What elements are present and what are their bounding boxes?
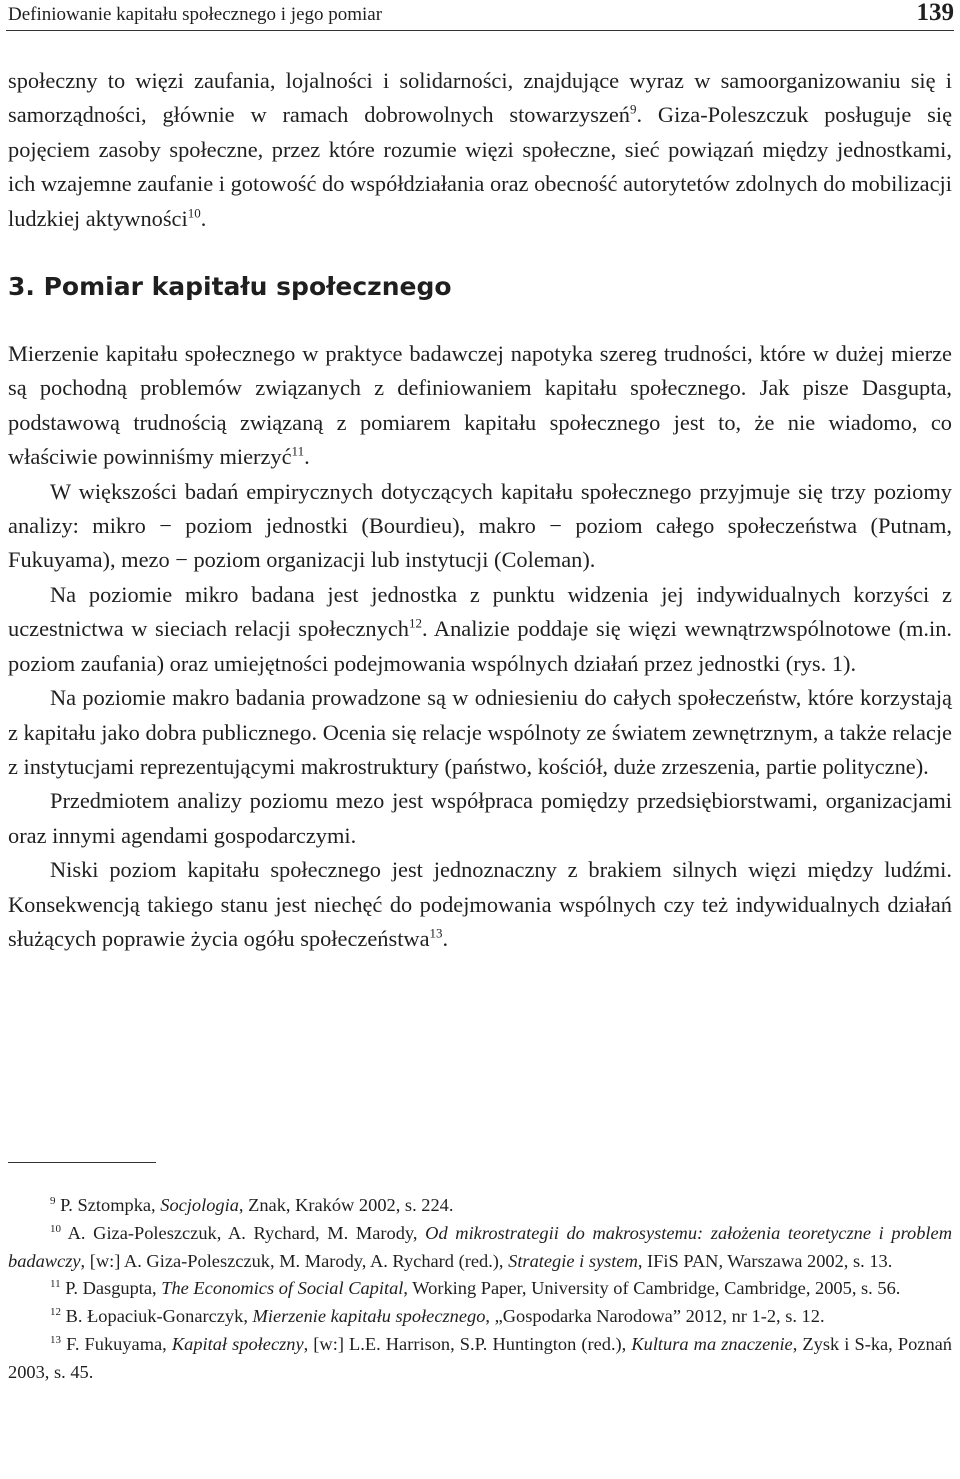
footnote-ref-10[interactable]: 10 bbox=[187, 205, 201, 221]
footnote-ref-12[interactable]: 12 bbox=[408, 615, 422, 631]
continued-paragraph: społeczny to więzi zaufania, lojalności i solidarności, znajdujące wyraz w samoorganizowaniu się i samorządności, głównie w ramach dobrowolnych stowarzyszeń$^9$. Giza-Poleszczuk posługuje się pojęciem zasoby społeczne, przez które rozumie więzi społeczne, sieć powiązań między jednostkami, ich wzajemne zaufanie i gotowość do współdziałania oraz obecność autorytetów zdolnych do mobilizacji ludzkiej aktywności$^{10}$. bbox=[8, 68, 953, 231]
page-number: 139 bbox=[916, 0, 954, 26]
paragraph-micro: Na poziomie mikro badana jest jednostka z punktu widzenia jej indywidualnych korzyści z uczestnictwa w sieciach relacji społecznych$^{12}$. Analizie poddaje się więzi wewnątrzwspólnotowe (m.in. poziom zaufania) oraz umiejętności podejmowania wspólnych działań przez jednostki (rys. 1). bbox=[8, 581, 952, 676]
footnote-9: $^9$ P. Sztompka, Socjologia, Znak, Kraków 2002, s. 224. bbox=[50, 1194, 454, 1215]
footnote-ref-11[interactable]: 11 bbox=[291, 443, 305, 459]
paragraph-low-capital: Niski poziom kapitału społecznego jest jednoznaczny z brakiem silnych więzi między ludźmi. Konsekwencją takiego stanu jest niechęć do podejmowania wspólnych czy też indywidualnych działań służących poprawie życia ogółu społeczeństwa$^{13}$. bbox=[8, 857, 952, 951]
footnote-10: $^{10}$ A. Giza-Poleszczuk, A. Rychard, M. Marody, Od mikrostrategii do makrosystemu: założenia teoretyczne i problem badawczy, [w:] A. Giza-Poleszczuk, M. Marody, A. Rychard (red.), Strategie i system, IFiS PAN, Warszawa 2002, s. 13. bbox=[8, 1222, 952, 1271]
footnote-13: $^{13}$ F. Fukuyama, Kapitał społeczny, [w:] L.E. Harrison, S.P. Huntington (red.), Kultura ma znaczenie, Zysk i S-ka, Poznań 2003, s. 45. bbox=[8, 1333, 952, 1382]
main-text bbox=[8, 64, 952, 956]
paragraph-macro: Na poziomie makro badania prowadzone są w odniesieniu do całych społeczeństw, które korzystają z kapitału jako dobra publicznego. Ocenia się relacje wspólnoty ze światem zewnętrznym, a także relacje z instytucjami reprezentującymi makrostruktury (państwo, kościół, duże zrzeszenia, partie polityczne). bbox=[8, 685, 952, 779]
footnote-divider bbox=[8, 1162, 156, 1163]
footnote-11: $^{11}$ P. Dasgupta, The Economics of Social Capital, Working Paper, University of Cambridge, Cambridge, 2005, s. 56. bbox=[50, 1278, 901, 1299]
paragraph-measurement: Mierzenie kapitału społecznego w praktyce badawczej napotyka szereg trudności, które w dużej mierze są pochodną problemów związanych z definiowaniem kapitału społecznego. Jak pisze Dasgupta, podstawową trudnością związaną z pomiarem kapitału społecznego jest to, że nie wiadomo, co właściwie powinniśmy mierzyć$^{11}$. bbox=[8, 341, 952, 470]
section-heading: 3. Pomiar kapitału społecznego bbox=[8, 272, 452, 302]
running-title: Definiowanie kapitału społecznego i jego pomiar bbox=[8, 4, 383, 25]
footnote-ref-13[interactable]: 13 bbox=[429, 925, 443, 941]
footnote-ref-9[interactable]: 9 bbox=[630, 101, 637, 117]
footnotes bbox=[8, 1192, 952, 1387]
paragraph-levels: W większości badań empirycznych dotyczących kapitału społecznego przyjmuje się trzy poziomy analizy: mikro − poziom jednostki (Bourdieu), makro − poziom całego społeczeństwa (Putnam, Fukuyama), mezo − poziom organizacji lub instytucji (Coleman). bbox=[8, 478, 952, 573]
footnote-12: $^{12}$ B. Łopaciuk-Gonarczyk, Mierzenie kapitału społecznego, „Gospodarka Narodowa” 2012, nr 1-2, s. 12. bbox=[50, 1306, 825, 1327]
paragraph-mezo: Przedmiotem analizy poziomu mezo jest współpraca pomiędzy przedsiębiorstwami, organizacjami oraz innymi agendami gospodarczymi. bbox=[8, 788, 952, 848]
running-header bbox=[6, 0, 954, 31]
